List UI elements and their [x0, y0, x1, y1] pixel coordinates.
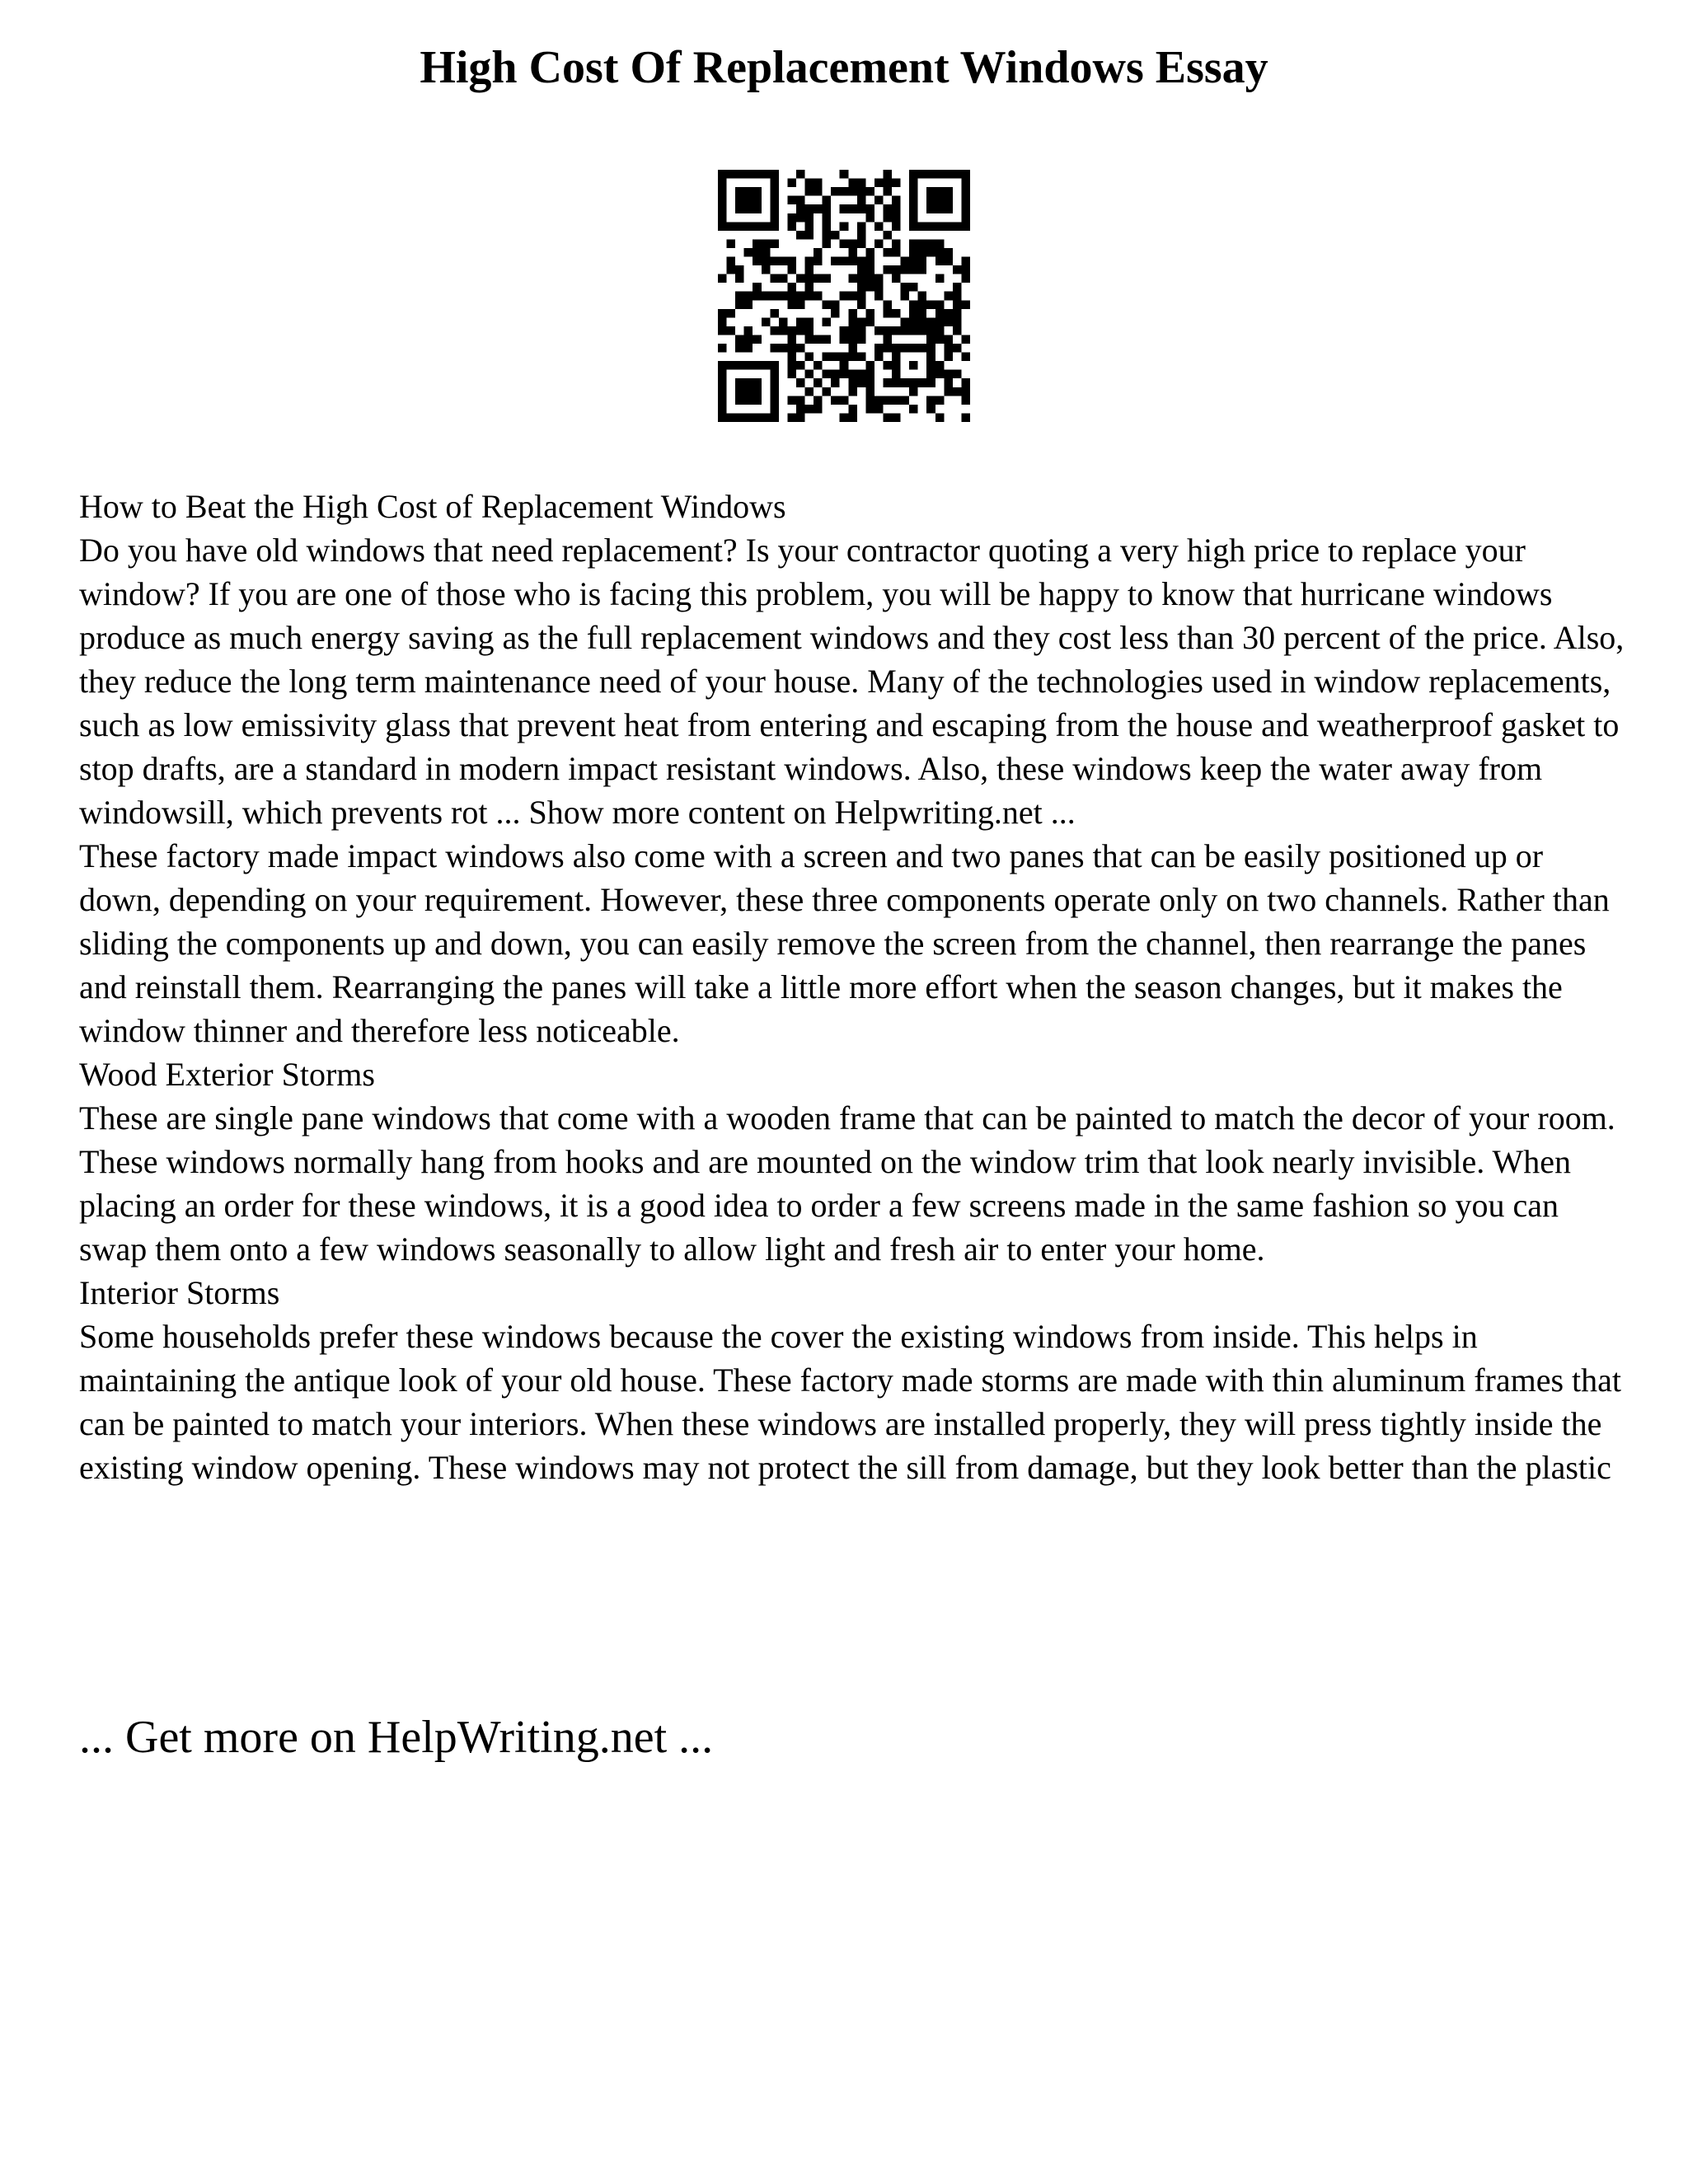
paragraph: These are single pane windows that come with a wooden frame that can be painted to match the decor of your room. These windows normally hang from hooks and are mounted on the window trim that look nearly invisible. When placing an order for these windows, it is a good idea to order a few screens made in the same fashion so you can swap them onto a few windows seasonally to allow light and fresh air to enter your home.	[79, 1099, 1615, 1268]
qr-code-icon	[718, 170, 970, 422]
section-heading: Wood Exterior Storms	[79, 1056, 375, 1093]
section-heading: How to Beat the High Cost of Replacement Windows	[79, 488, 786, 525]
page-title: High Cost Of Replacement Windows Essay	[420, 42, 1268, 93]
paragraph: Do you have old windows that need replacement? Is your contractor quoting a very high price to replace your window? If you are one of those who is facing this problem, you will be happy to know that hurricane windows produce as much energy saving as the full replacement windows and they cost less than 30 percent of the price. Also, they reduce the long term maintenance need of your house. Many of the technologies used in window replacements, such as low emissivity glass that prevent heat from entering and escaping from the house and weatherproof gasket to stop drafts, are a standard in modern impact resistant windows. Also, these windows keep the water away from windowsill, which prevents rot ... Show more content on Helpwriting.net ...	[79, 532, 1625, 831]
essay-body	[79, 485, 1629, 1489]
paragraph: These factory made impact windows also come with a screen and two panes that can be easily positioned up or down, depending on your requirement. However, these three components operate only on two channels. Rather than sliding the components up and down, you can easily remove the screen from the channel, then rearrange the panes and reinstall them. Rearranging the panes will take a little more effort when the season changes, but it makes the window thinner and therefore less noticeable.	[79, 837, 1610, 1049]
paragraph: Some households prefer these windows because the cover the existing windows from inside. This helps in maintaining the antique look of your old house. These factory made storms are made with thin aluminum frames that can be painted to match your interiors. When these windows are installed properly, they will press tightly inside the existing window opening. These windows may not protect the sill from damage, but they look better than the plastic	[79, 1318, 1622, 1486]
section-heading: Interior Storms	[79, 1274, 280, 1311]
get-more-link[interactable]: ... Get more on HelpWriting.net ...	[79, 1712, 714, 1763]
